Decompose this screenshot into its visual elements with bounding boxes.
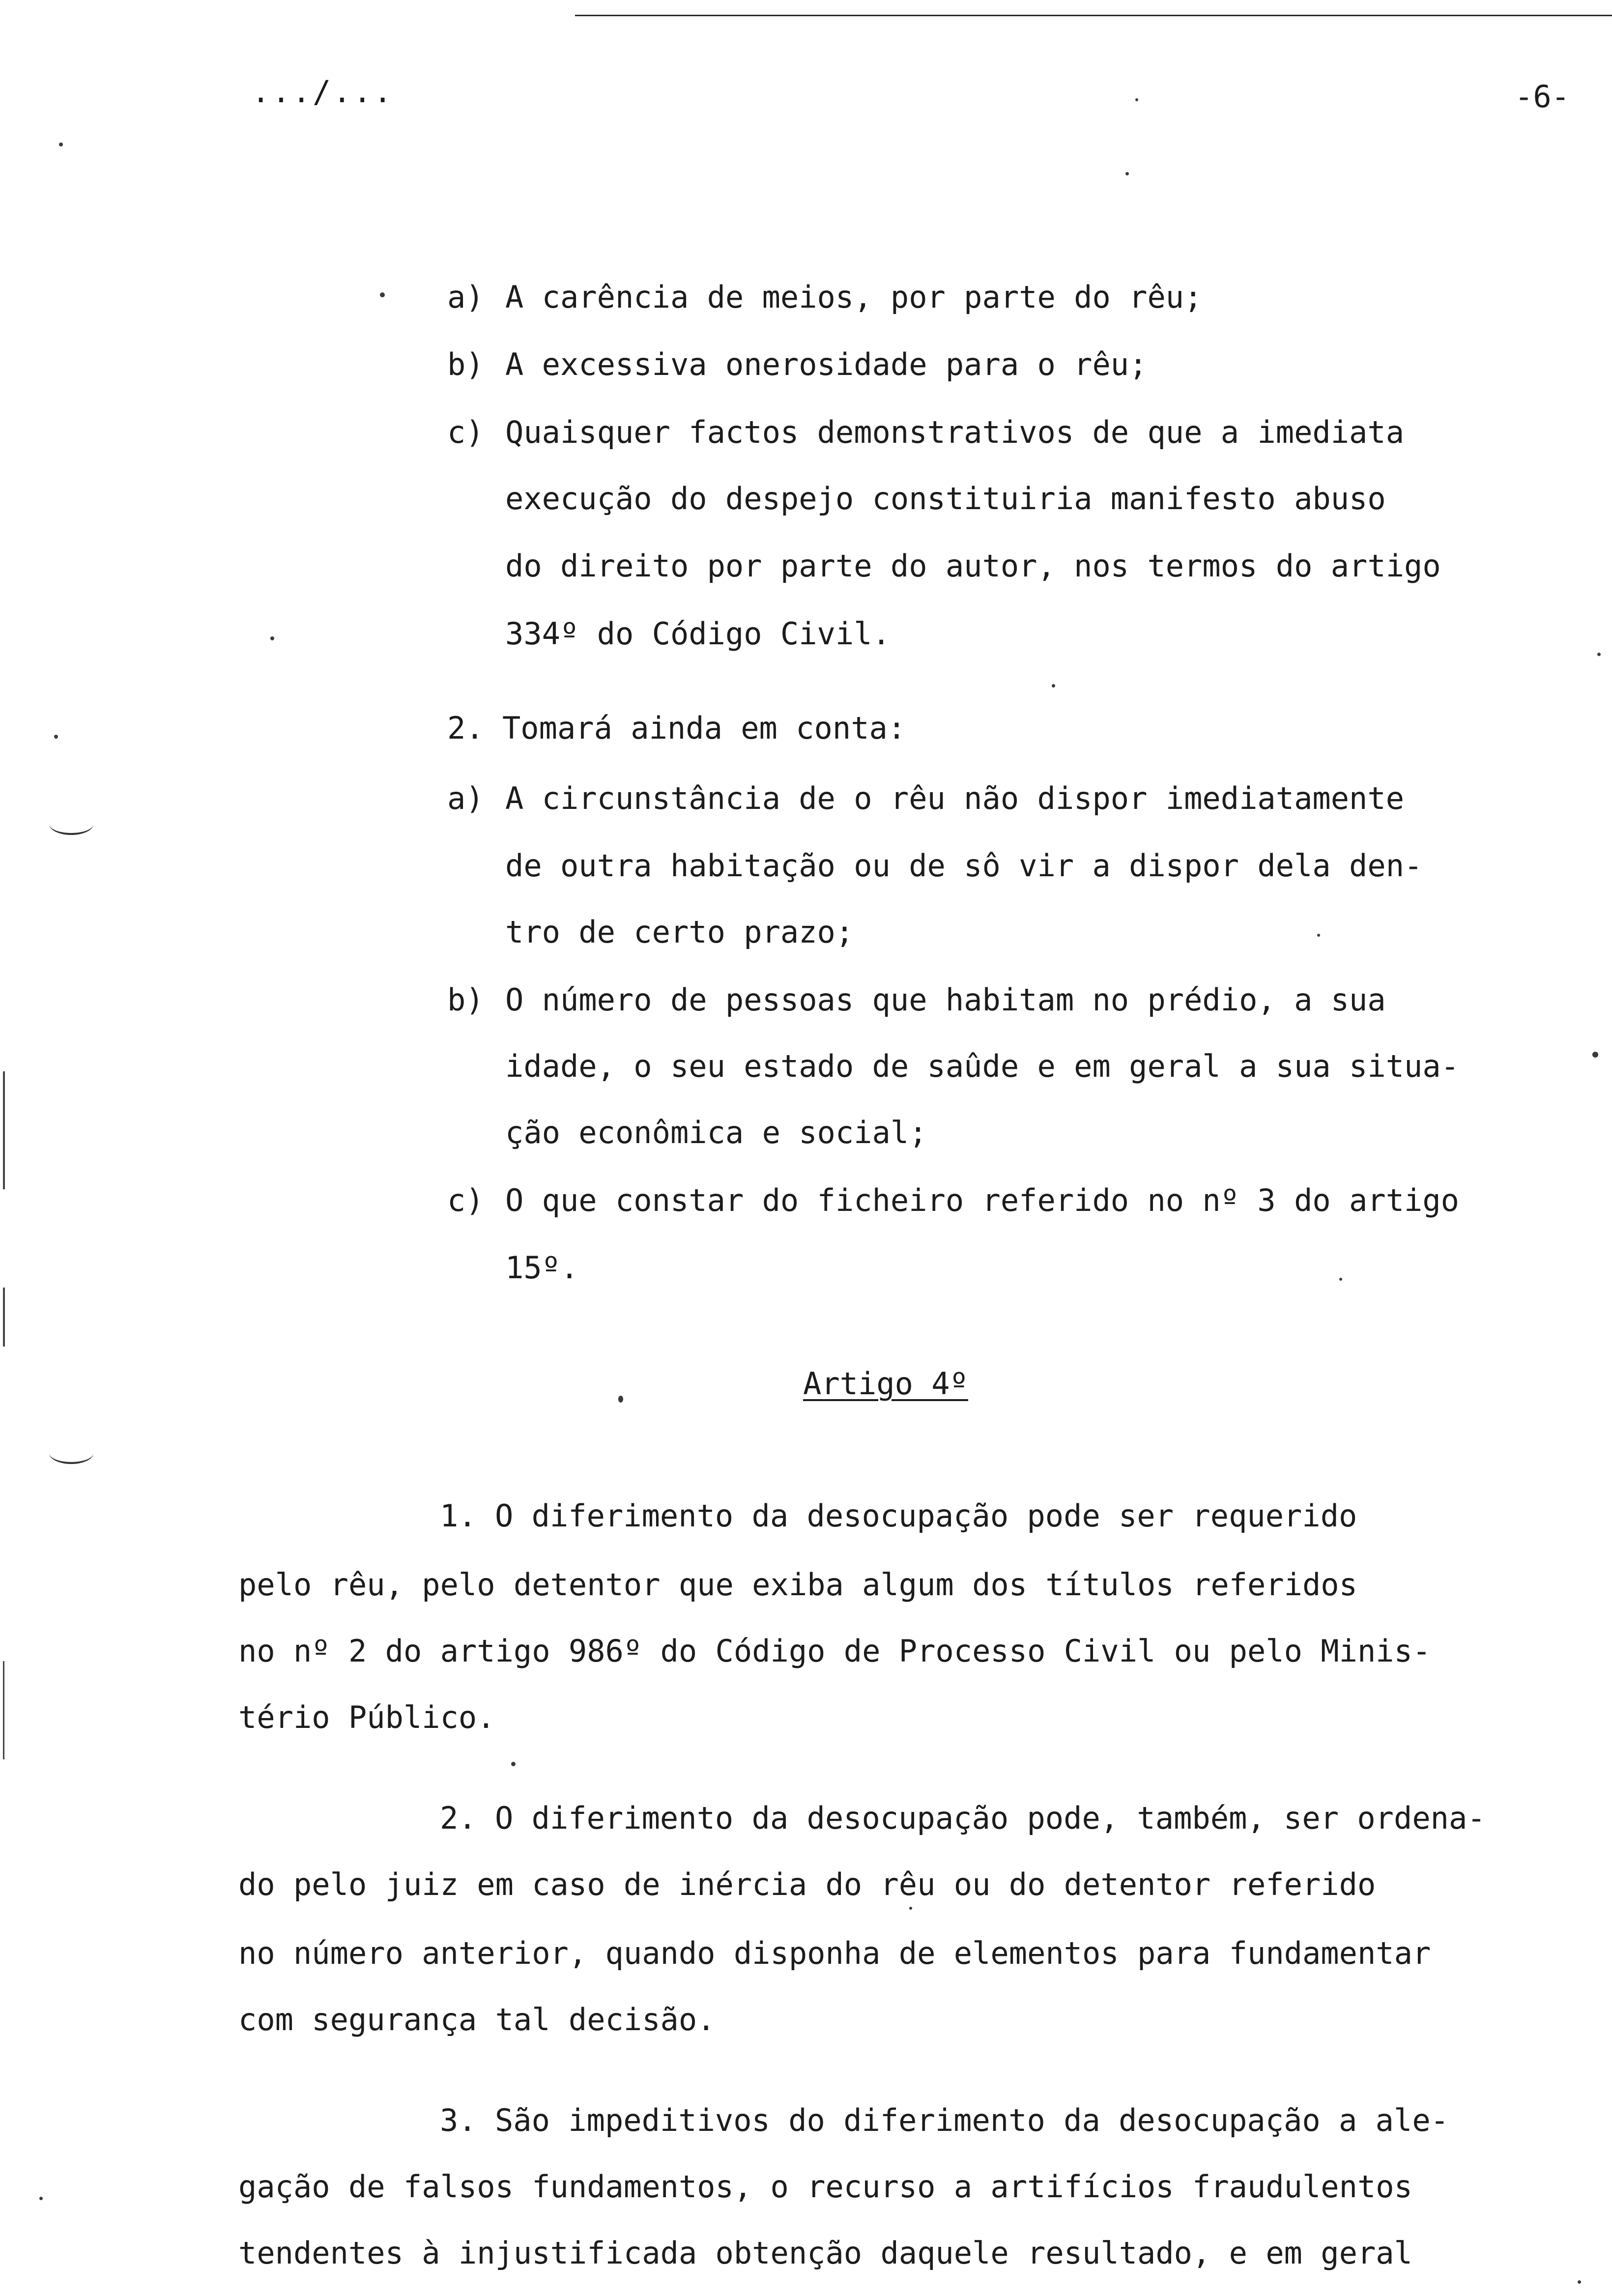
scan-speck [59,143,63,146]
scan-speck [1052,684,1055,688]
list1-b-text: A excessiva onerosidade para o rêu; [505,346,1148,382]
scan-speck [1135,98,1138,101]
scan-edge-line [3,1288,5,1347]
section2-a-line-1: A circunstância de o rêu não dispor imediatamente [505,780,1405,816]
section2-c-line-2: 15º. [505,1250,579,1286]
scan-speck [380,292,385,297]
scan-speck [909,1907,912,1910]
scan-speck [270,636,274,640]
list1-c-label: c) [447,414,484,450]
scan-speck [1592,1052,1598,1058]
scan-mark [49,813,93,835]
section2-b-line-2: idade, o seu estado de saûde e em geral a sua situa- [505,1048,1460,1084]
article-p1-line-1: 1. O diferimento da desocupação pode ser requerido [440,1498,1357,1534]
article-heading: Artigo 4º [803,1366,968,1402]
list1-a-text: A carência de meios, por parte do rêu; [505,279,1203,315]
article-p3-line-3: tendentes à injustificada obtenção daquele resultado, e em geral [238,2235,1412,2271]
scan-speck [1317,934,1320,937]
section2-a-line-2: de outra habitação ou de sô vir a dispor dela den- [505,848,1423,884]
scan-speck [54,735,58,739]
section2-b-label: b) [447,982,484,1018]
scan-speck [1597,653,1601,656]
scan-speck [1339,1278,1342,1281]
article-p2-line-4: com segurança tal decisão. [238,2002,716,2038]
article-p3-line-1: 3. São impeditivos do diferimento da desocupação a ale- [440,2102,1449,2138]
article-p2-line-3: no número anterior, quando disponha de elementos para fundamentar [238,1935,1431,1971]
continuation-mark: .../... [252,74,394,110]
scan-edge-line [3,1661,4,1759]
section2-a-line-3: tro de certo prazo; [505,914,854,950]
section2-b-line-3: ção econômica e social; [505,1115,927,1150]
article-p1-line-3: no nº 2 do artigo 986º do Código de Processo Civil ou pelo Minis- [238,1633,1431,1669]
section2-b-line-1: O número de pessoas que habitam no prédio, a sua [505,982,1386,1018]
article-p1-line-4: tério Público. [238,1699,495,1735]
scan-edge-line [3,1071,5,1189]
list1-a-label: a) [447,279,484,315]
scan-speck [39,2197,43,2200]
scan-speck [1125,172,1129,175]
article-p2-line-2: do pelo juiz em caso de inércia do rêu ou do detentor referido [238,1866,1376,1902]
list1-c-line-1: Quaisquer factos demonstrativos de que a imediata [505,414,1405,450]
section2-a-label: a) [447,780,484,816]
top-rule [575,15,1612,16]
list1-c-line-4: 334º do Código Civil. [505,616,891,652]
section2-c-label: c) [447,1182,484,1218]
list1-c-line-3: do direito por parte do autor, nos termos do artigo [505,548,1441,584]
scan-speck [618,1396,623,1403]
article-p1-line-2: pelo rêu, pelo detentor que exiba algum dos títulos referidos [238,1567,1357,1603]
scan-speck [1578,2280,1581,2284]
section2-intro: 2. Tomará ainda em conta: [447,710,906,746]
article-p3-line-2: gação de falsos fundamentos, o recurso a artifícios fraudulentos [238,2169,1412,2205]
article-p2-line-1: 2. O diferimento da desocupação pode, também, ser ordena- [440,1800,1486,1836]
list1-c-line-2: execução do despejo constituiria manifesto abuso [505,481,1386,517]
page-number: -6- [1515,79,1570,115]
list1-b-label: b) [447,346,484,382]
scan-speck [511,1762,516,1766]
section2-c-line-1: O que constar do ficheiro referido no nº 3 do artigo [505,1182,1460,1218]
scan-mark [49,1442,93,1464]
